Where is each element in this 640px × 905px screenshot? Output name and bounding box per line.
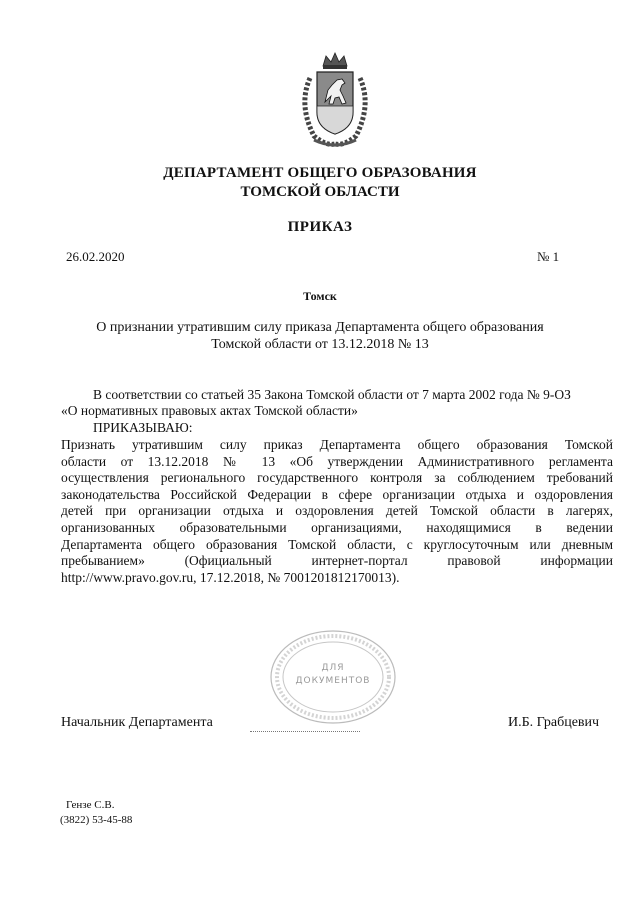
stamp-text-line2: ДОКУМЕНТОВ xyxy=(295,676,371,686)
body-line: Признать утратившим силу приказ Департамента общего образования Томской xyxy=(61,437,613,452)
signer-title: Начальник Департамента xyxy=(61,715,213,730)
body-line: организованных образовательными организациями, находящимися в ведении xyxy=(61,519,613,535)
document-city: Томск xyxy=(303,289,337,303)
department-name-line1: ДЕПАРТАМЕНТ ОБЩЕГО ОБРАЗОВАНИЯ xyxy=(163,165,477,181)
body-line: http://www.pravo.gov.ru, 17.12.2018, № 7001201812170013). xyxy=(61,569,400,585)
signer-name: И.Б. Грабцевич xyxy=(508,715,600,730)
stamp-text-line1: ДЛЯ xyxy=(321,663,345,673)
subject-line2: Томской области от 13.12.2018 № 13 xyxy=(211,337,429,352)
body-line: области от 13.12.2018 № 13 «Об утверждении Административного регламента xyxy=(61,453,613,469)
subject-line1: О признании утратившим силу приказа Департамента общего образования xyxy=(96,320,544,335)
body-line: законодательства Российской Федерации в сфере организации отдыха и оздоровления xyxy=(61,486,613,502)
department-name-line2: ТОМСКОЙ ОБЛАСТИ xyxy=(240,184,400,200)
coat-of-arms-emblem xyxy=(290,50,380,150)
order-word: ПРИКАЗЫВАЮ: xyxy=(93,420,193,435)
body-line: пребыванием» (Официальный интернет-портал правовой информации xyxy=(61,553,613,569)
body-line: детей при организации отдыха и оздоровления детей Томской области в лагерях, xyxy=(61,503,613,519)
preamble-line2: «О нормативных правовых актах Томской области» xyxy=(61,403,358,418)
document-number: № 1 xyxy=(537,249,560,264)
document-date: 26.02.2020 xyxy=(66,249,125,264)
order-body xyxy=(61,437,613,586)
executor-phone: (3822) 53-45-88 xyxy=(60,814,133,826)
official-stamp xyxy=(268,628,398,726)
executor-name: Гензе С.В. xyxy=(66,799,115,811)
document-type: ПРИКАЗ xyxy=(287,219,353,235)
signature-line xyxy=(250,731,360,732)
preamble-line1: В соответствии со статьей 35 Закона Томской области от 7 марта 2002 года № 9-ОЗ xyxy=(93,387,571,402)
body-line: осуществления регионального государственного контроля за соблюдением требований xyxy=(61,470,613,486)
body-line: Департамента общего образования Томской области, с круглосуточным или дневным xyxy=(61,536,613,552)
